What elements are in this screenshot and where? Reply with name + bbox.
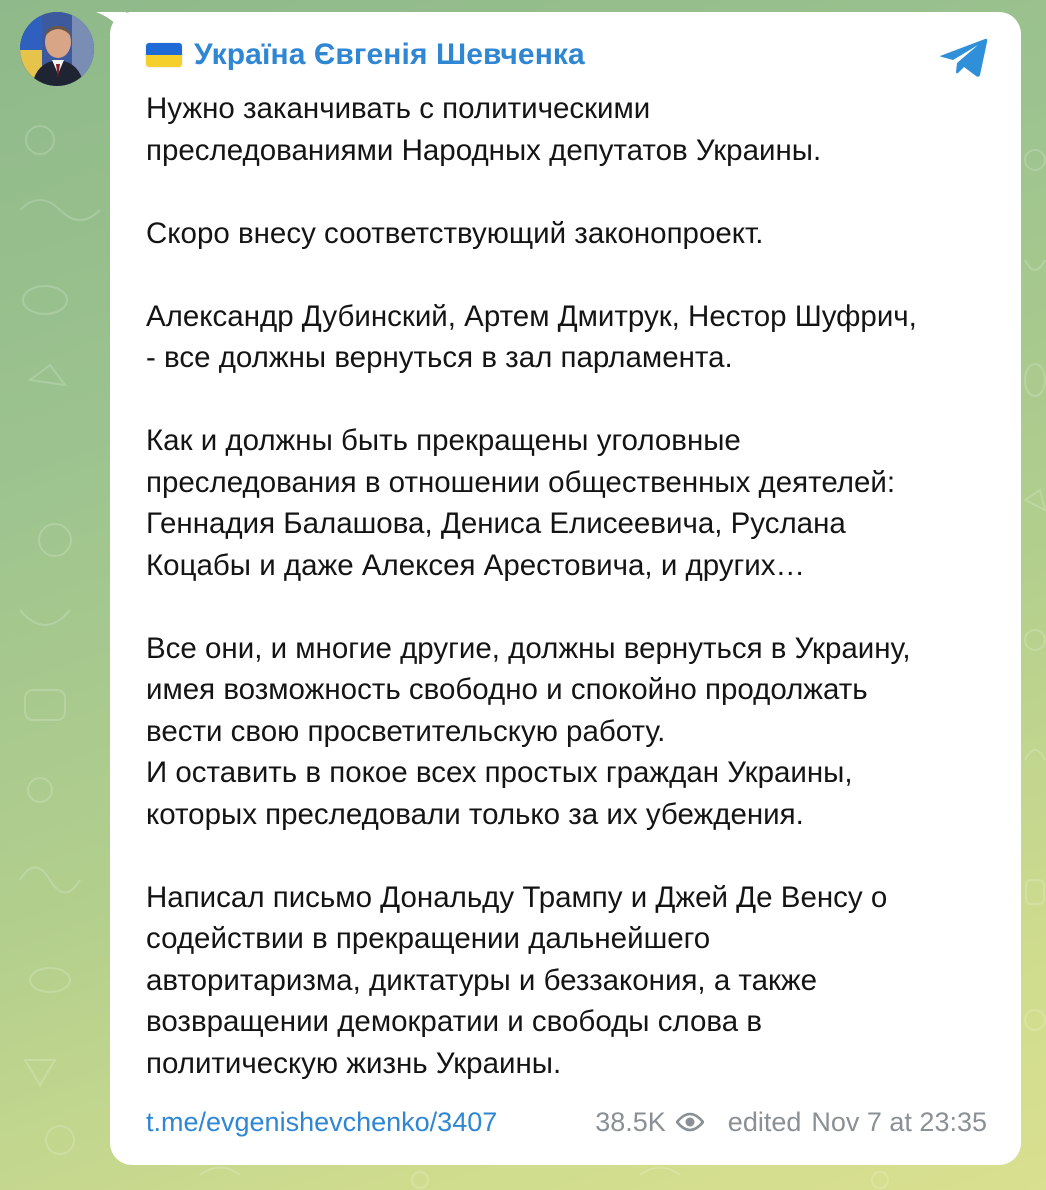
message-bubble	[110, 12, 1021, 1165]
message-timestamp: Nov 7 at 23:35	[811, 1106, 987, 1137]
edited-label: edited	[727, 1106, 802, 1137]
message-meta	[595, 1107, 987, 1138]
channel-avatar[interactable]	[20, 12, 94, 86]
post-link[interactable]: t.me/evgenishevchenko/3407	[146, 1106, 498, 1137]
message-text: Нужно заканчивать с политическими преследованиями Народных депутатов Украины. Скоро внесу соответствующий законопроект. Александр Дубинский, Артем Дмитрук, Нестор Шуфрич, - все должны вернуться в зал парламента. Как и должны быть прекращены уголовные преследования в отношении общественных деятелей: Геннадия Балашова, Дениса Елисеевича, Руслана Коцабы и даже Алексея Арестовича, и других… Все они, и многие другие, должны вернуться в Украину, имея возможность свободно и спокойно продолжать вести свою просветительскую работу. И оставить в покое всех простых граждан Украины, которых преследовали только за их убеждения. Написал письмо Дональду Трампу и Джей Де Венсу о содействии в прекращении дальнейшего авторитаризма, диктатуры и беззакония, а также возвращении демократии и свободы слова в политическую жизнь Украины.	[146, 92, 917, 1080]
avatar-portrait-image	[20, 12, 94, 86]
ukraine-flag-icon	[146, 43, 182, 67]
telegram-plane-icon[interactable]	[937, 36, 989, 80]
view-count: 38.5K	[595, 1106, 666, 1137]
message-footer	[146, 1102, 987, 1142]
eye-icon	[676, 1112, 704, 1132]
message-header	[146, 38, 585, 72]
channel-name[interactable]: Україна Євгенія Шевченка	[194, 38, 585, 71]
